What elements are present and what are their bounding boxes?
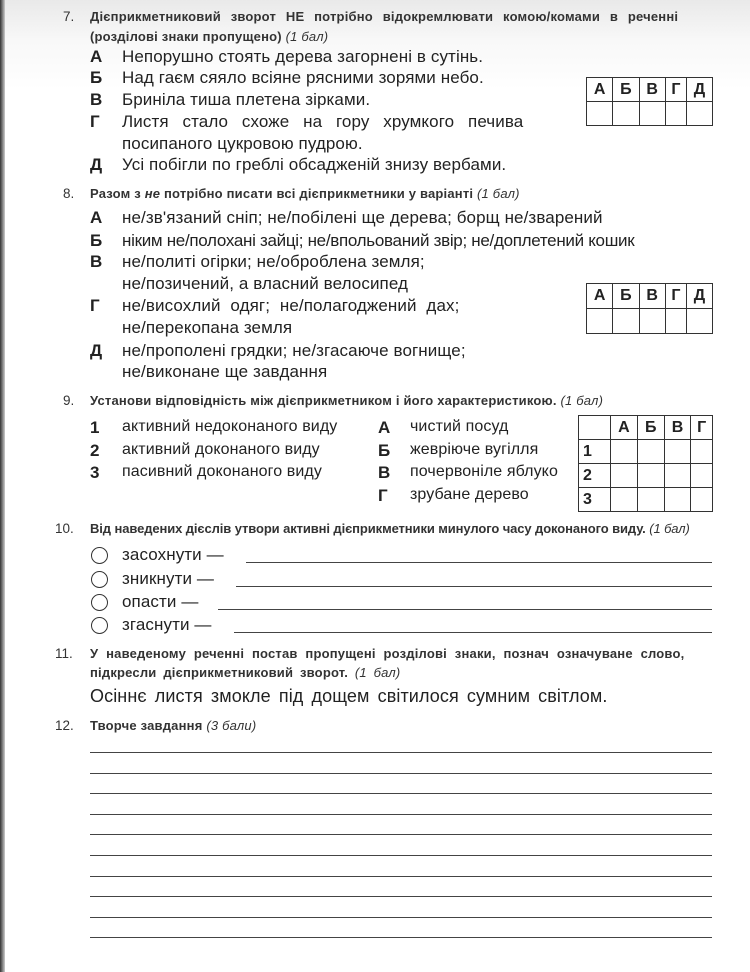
writing-line[interactable] <box>90 793 712 794</box>
match-left-text: активний недоконаного виду <box>122 418 338 435</box>
answer-cell[interactable] <box>613 309 639 334</box>
option-letter: Д <box>90 341 103 360</box>
writing-line[interactable] <box>90 773 712 774</box>
answer-line[interactable] <box>246 562 712 563</box>
answer-cell[interactable] <box>637 464 664 488</box>
grid-header: А <box>587 284 613 309</box>
match-right-text: почервоніле яблуко <box>410 463 558 480</box>
match-left-text: пасивний доконаного виду <box>122 463 322 480</box>
option-text: не/политі огірки; не/оброблена земля; <box>122 252 425 271</box>
option-text-cont: не/перекопана земля <box>122 318 293 337</box>
option-text-cont: не/виконане ще завдання <box>122 362 328 381</box>
option-text: не/висохлий одяг; не/полагоджений дах; <box>122 296 460 315</box>
grid-header: А <box>611 416 638 440</box>
task-10-number: 10. <box>55 521 74 536</box>
match-left-text: активний доконаного виду <box>122 441 320 458</box>
answer-cell[interactable] <box>691 464 713 488</box>
answer-cell[interactable] <box>639 309 665 334</box>
grid-header: Г <box>691 416 713 440</box>
task-7-title2: (розділові знаки пропущено) (1 бал) <box>90 29 329 44</box>
writing-line[interactable] <box>90 752 712 753</box>
answer-cell[interactable] <box>664 440 691 464</box>
answer-cell[interactable] <box>691 440 713 464</box>
answer-line[interactable] <box>234 632 712 633</box>
task-10-title: Від наведених дієслів утвори активні дієприкметники минулого часу доконаного виду. (1 бал) <box>90 521 690 536</box>
option-letter: А <box>90 208 103 227</box>
match-letter: Б <box>378 441 391 460</box>
circle-marker-icon <box>91 571 108 588</box>
match-number: 3 <box>90 463 100 482</box>
writing-line[interactable] <box>90 896 712 897</box>
task-8-answer-grid <box>586 283 713 334</box>
grid-header: В <box>639 284 665 309</box>
task-8-title: Разом з не потрібно писати всі дієприкметники у варіанті (1 бал) <box>90 186 520 201</box>
circle-marker-icon <box>91 547 108 564</box>
match-right-text: зрубане дерево <box>410 486 529 503</box>
circle-marker-icon <box>91 617 108 634</box>
option-text: ніким не/полохані зайці; не/впольований звір; не/доплетений кошик <box>122 231 635 250</box>
grid-header: Д <box>686 78 712 102</box>
option-letter: Д <box>90 155 103 174</box>
answer-line[interactable] <box>218 609 712 610</box>
option-text: не/прополені грядки; не/згасаюче вогнище; <box>122 341 466 360</box>
option-text: не/зв'язаний сніп; не/побілені ще дерева; борщ не/зварений <box>122 208 603 227</box>
answer-cell[interactable] <box>587 309 613 334</box>
option-letter: В <box>90 90 103 109</box>
grid-row-label: 2 <box>579 464 611 488</box>
option-letter: Б <box>90 68 103 87</box>
task-9-number: 9. <box>63 393 75 408</box>
writing-line[interactable] <box>90 937 712 938</box>
grid-header: Г <box>665 78 686 102</box>
page-edge-shadow <box>0 0 5 972</box>
task-12-title: Творче завдання (3 бали) <box>90 718 257 733</box>
option-text: Бриніла тиша плетена зірками. <box>122 90 371 109</box>
answer-cell[interactable] <box>664 464 691 488</box>
answer-line[interactable] <box>236 586 712 587</box>
task-7-title: Дієприкметниковий зворот НЕ потрібно відокремлювати комою/комами в реченні <box>90 9 679 24</box>
circle-marker-icon <box>91 594 108 611</box>
grid-header: В <box>639 78 665 102</box>
grid-header: Г <box>665 284 686 309</box>
task-12-number: 12. <box>55 718 74 733</box>
answer-cell[interactable] <box>611 464 638 488</box>
grid-header: Б <box>613 284 639 309</box>
task-11-number: 11. <box>55 646 73 661</box>
match-right-text: жевріюче вугілля <box>410 441 539 458</box>
option-text-cont: посипаного цукровою пудрою. <box>122 134 363 153</box>
task-9-title: Установи відповідність між дієприкметником і його характеристикою. (1 бал) <box>90 393 604 408</box>
match-letter: В <box>378 463 391 482</box>
match-number: 1 <box>90 418 100 437</box>
grid-header: Б <box>613 78 639 102</box>
writing-line[interactable] <box>90 834 712 835</box>
answer-cell[interactable] <box>611 488 638 512</box>
answer-cell[interactable] <box>639 102 665 126</box>
option-letter: Г <box>90 112 100 131</box>
grid-row-label: 3 <box>579 488 611 512</box>
option-letter: А <box>90 47 103 66</box>
grid-corner <box>579 416 611 440</box>
answer-cell[interactable] <box>686 309 712 334</box>
task-7-number: 7. <box>63 9 75 24</box>
writing-line[interactable] <box>90 876 712 877</box>
grid-header: Д <box>686 284 712 309</box>
option-text: Листя стало схоже на гору хрумкого печива <box>122 112 524 131</box>
option-text: Усі побігли по греблі обсадженій знизу вербами. <box>122 155 507 174</box>
task-8-number: 8. <box>63 186 75 201</box>
option-text: Над гаєм сяяло всіяне рясними зорями небо. <box>122 68 484 87</box>
task-11-title: У наведеному реченні постав пропущені розділові знаки, познач означуване слово, <box>90 646 685 661</box>
task-11-title2: підкресли дієприкметниковий зворот. (1 бал) <box>90 665 401 680</box>
answer-cell[interactable] <box>665 102 686 126</box>
grid-row-label: 1 <box>579 440 611 464</box>
match-letter: Г <box>378 486 388 505</box>
verb-label: зникнути — <box>122 569 215 588</box>
match-right-text: чистий посуд <box>410 418 509 435</box>
writing-line[interactable] <box>90 814 712 815</box>
grid-header: А <box>587 78 613 102</box>
writing-line[interactable] <box>90 917 712 918</box>
match-number: 2 <box>90 441 100 460</box>
task-9-answer-grid <box>578 415 713 512</box>
answer-cell[interactable] <box>691 488 713 512</box>
answer-cell[interactable] <box>665 309 686 334</box>
answer-cell[interactable] <box>587 102 613 126</box>
answer-cell[interactable] <box>613 102 639 126</box>
answer-cell[interactable] <box>611 440 638 464</box>
grid-header: Б <box>637 416 664 440</box>
answer-cell[interactable] <box>637 488 664 512</box>
option-text: Непорушно стоять дерева загорнені в сутінь. <box>122 47 484 66</box>
verb-label: згаснути — <box>122 615 212 634</box>
grid-header: В <box>664 416 691 440</box>
task-11-sentence: Осіннє листя змокле під дощем світилося сумним світлом. <box>90 686 608 706</box>
answer-cell[interactable] <box>637 440 664 464</box>
answer-cell[interactable] <box>686 102 712 126</box>
option-letter: В <box>90 252 103 271</box>
writing-line[interactable] <box>90 855 712 856</box>
option-letter: Б <box>90 231 103 250</box>
verb-label: засохнути — <box>122 545 224 564</box>
match-letter: А <box>378 418 391 437</box>
verb-label: опасти — <box>122 592 199 611</box>
option-letter: Г <box>90 296 100 315</box>
option-text-cont: не/позичений, а власний велосипед <box>122 274 409 293</box>
answer-cell[interactable] <box>664 488 691 512</box>
task-7-answer-grid <box>586 77 713 126</box>
